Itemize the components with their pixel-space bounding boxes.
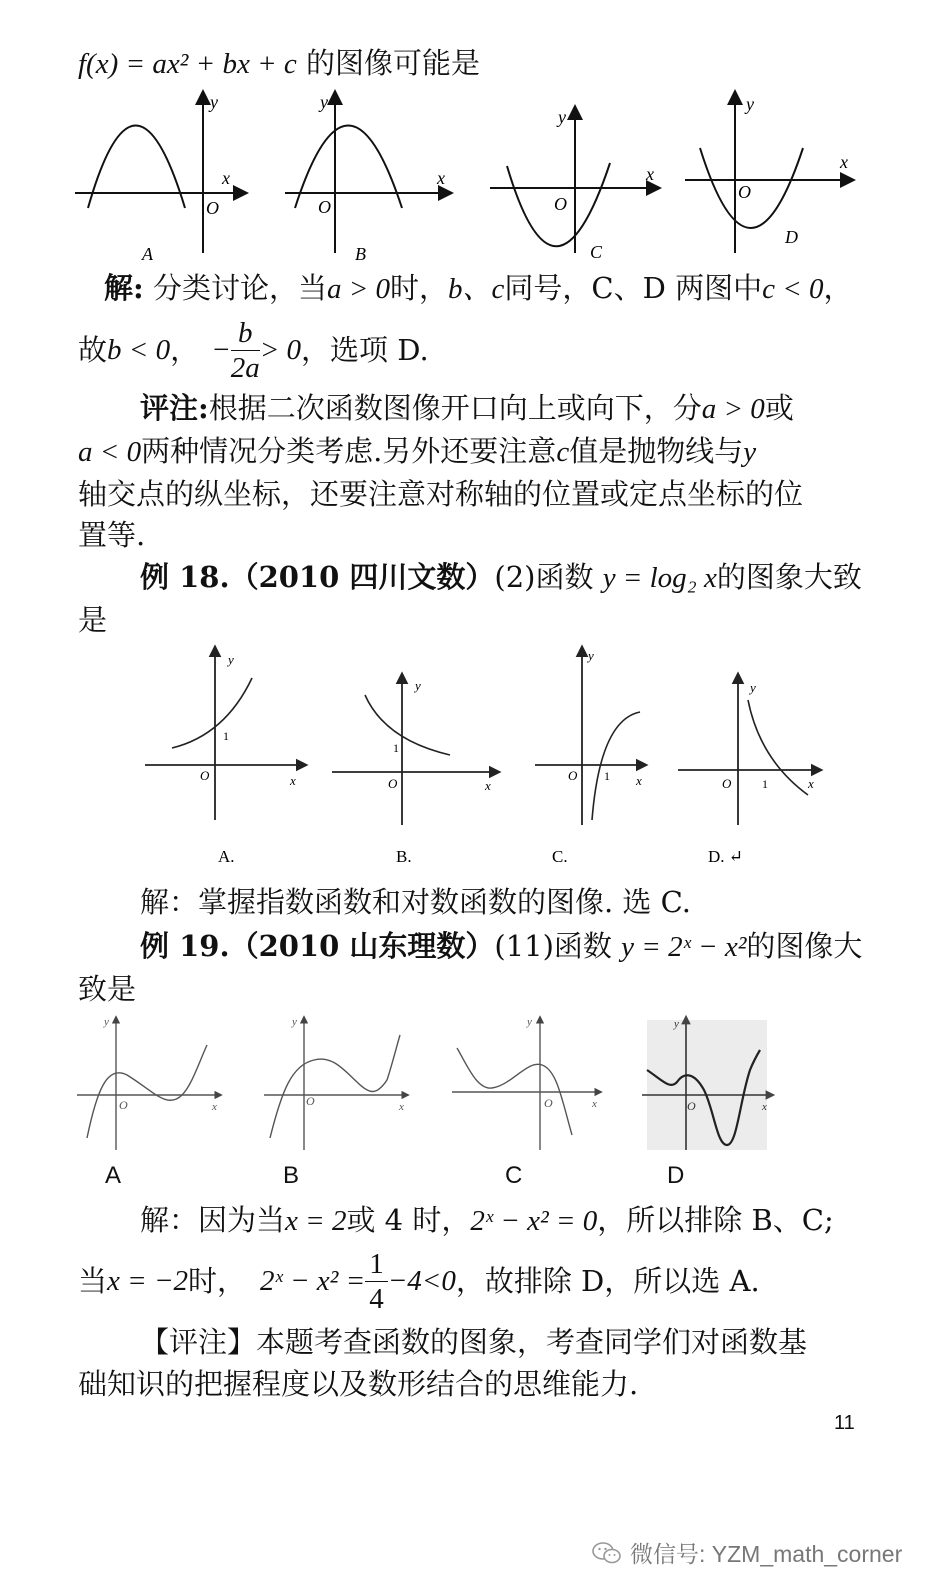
ex19-graph-b <box>264 1016 407 1150</box>
graph-b-label: B <box>355 244 366 264</box>
wechat-icon <box>592 1541 622 1565</box>
log-graph-c <box>535 648 645 825</box>
watermark <box>592 1536 902 1569</box>
choice-a: A. <box>218 847 235 866</box>
ex19-choice-a: A <box>105 1162 122 1189</box>
example-19-heading: 例 19.（2010 山东理数）(11)函数 y = 2ˣ − x²的图像大 <box>140 929 863 963</box>
example-19-solution-line-1: 解：因为当x = 2或 4 时，2ˣ − x² = 0，所以排除 B、C; <box>140 1203 834 1237</box>
watermark-text: 微信号: YZM_math_corner <box>630 1541 903 1567</box>
svg-text:x: x <box>212 1101 217 1113</box>
log-graph-a <box>145 648 305 820</box>
log-graphs <box>140 640 830 870</box>
log-graph-d <box>678 675 820 825</box>
solution-1-line-1: 解: 分类讨论，当a > 0时，b、c同号，C、D 两图中c < 0， <box>104 271 853 305</box>
ex19-choice-b: B <box>283 1162 300 1189</box>
solution-1-line-2: 故 b < 0 ， − $\frac{b}{2a}$ > 0 ，选项 D. <box>78 316 429 384</box>
ex19-graph-d <box>642 1018 772 1150</box>
svg-text:O: O <box>306 1094 315 1108</box>
example-18-cont: 是 <box>78 603 108 637</box>
svg-text:y: y <box>104 1016 109 1028</box>
example-18-heading: 例 18.（2010 四川文数）(2)函数 y = log₂ x的图象大致 <box>140 560 862 594</box>
svg-text:y: y <box>588 648 594 663</box>
svg-text:y: y <box>415 678 421 693</box>
svg-text:O: O <box>544 1096 553 1110</box>
choice-c: C. <box>552 847 568 866</box>
note-1-line-1: 评注:根据二次函数图像开口向上或向下，分a > 0或 <box>140 391 794 425</box>
axis-label-y: y <box>210 92 218 112</box>
svg-text:y: y <box>674 1018 679 1030</box>
origin-label: O <box>554 194 567 214</box>
svg-text:x: x <box>592 1098 597 1110</box>
axis-label-x: x <box>222 168 230 188</box>
log-graph-b <box>332 675 498 825</box>
svg-text:y: y <box>292 1016 297 1028</box>
ex19-choice-c: C <box>505 1162 523 1189</box>
example-19-cont: 致是 <box>78 972 137 1006</box>
svg-text:x: x <box>808 776 814 791</box>
quadratic-graphs <box>70 88 870 268</box>
example-18-solution: 解：掌握指数函数和对数函数的图像. 选 C. <box>140 885 692 919</box>
fraction-one-quarter: $\frac{1}{4}$ <box>365 1247 388 1316</box>
axis-label-y: y <box>746 94 754 114</box>
page-number: 11 <box>834 1412 855 1434</box>
choice-d: D. ↵ <box>708 847 744 866</box>
axis-label-x: x <box>840 152 848 172</box>
svg-text:O: O <box>388 776 398 791</box>
graph-d-label: D <box>785 227 798 247</box>
svg-text:y: y <box>228 652 234 667</box>
svg-text:O: O <box>722 776 732 791</box>
fraction-b-over-2a: $\frac{b}{2a}$ <box>230 316 260 384</box>
svg-text:x: x <box>485 778 491 793</box>
graph-c <box>490 107 658 262</box>
note-1-line-4: 置等. <box>78 518 146 552</box>
note-1-line-2: a < 0两种情况分类考虑.另外还要注意c值是抛物线与y <box>78 434 757 468</box>
svg-text:1: 1 <box>762 777 768 791</box>
ex19-graph-a <box>77 1016 220 1150</box>
origin-label: O <box>738 182 751 202</box>
origin-label: O <box>318 197 331 217</box>
svg-text:x: x <box>762 1101 767 1113</box>
axis-label-x: x <box>437 168 445 188</box>
axis-label-y: y <box>320 92 328 112</box>
svg-text:1: 1 <box>604 769 610 783</box>
graph-c-label: C <box>590 242 603 262</box>
ex19-choice-d: D <box>667 1162 685 1189</box>
svg-text:x: x <box>636 773 642 788</box>
axis-label-x: x <box>646 164 654 184</box>
question-intro <box>78 43 480 84</box>
intro-text: 的图像可能是 <box>305 46 480 80</box>
axis-label-y: y <box>558 107 566 127</box>
svg-text:x: x <box>290 773 296 788</box>
choice-b: B. <box>396 847 412 866</box>
quadratic-formula: f(x) = ax² + bx + c <box>78 48 297 80</box>
example-19-solution-line-2: 当 x = −2 时， 2ˣ − x² = $\frac{1}{4}$ −4<0 ，故排除 D，所以选 A. <box>78 1247 760 1315</box>
graph-a <box>75 92 245 264</box>
note-2-line-1: 【评注】本题考查函数的图象，考查同学们对函数基 <box>140 1325 808 1359</box>
graph-b <box>285 92 450 264</box>
svg-text:x: x <box>399 1101 404 1113</box>
svg-text:y: y <box>750 680 756 695</box>
svg-text:1: 1 <box>393 741 399 755</box>
graph-a-label: A <box>142 244 153 264</box>
svg-text:O: O <box>687 1099 696 1113</box>
svg-text:1: 1 <box>223 729 229 743</box>
ex19-graph-c <box>452 1016 600 1150</box>
svg-text:O: O <box>200 768 210 783</box>
svg-text:O: O <box>119 1098 128 1112</box>
svg-text:y: y <box>527 1016 532 1028</box>
svg-text:O: O <box>568 768 578 783</box>
origin-label: O <box>206 198 219 218</box>
graph-d <box>685 93 852 253</box>
note-2-line-2: 础知识的把握程度以及数形结合的思维能力. <box>78 1367 639 1401</box>
note-1-line-3: 轴交点的纵坐标，还要注意对称轴的位置或定点坐标的位 <box>78 477 804 511</box>
